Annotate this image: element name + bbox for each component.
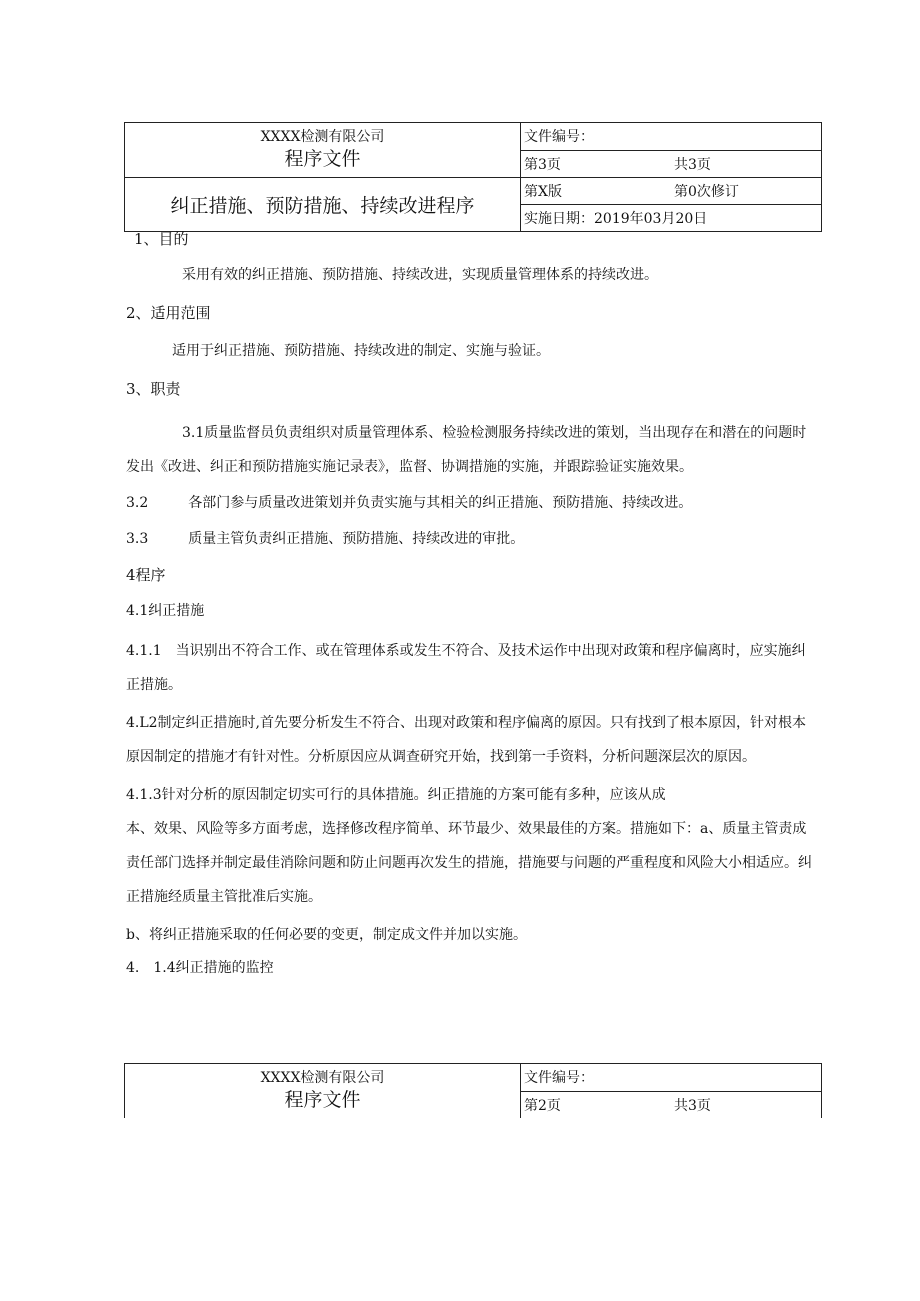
section-3-2 bbox=[126, 492, 818, 514]
next-doc-number-cell bbox=[521, 1064, 822, 1092]
section-4-1-1: 4.1.1 当识别出不符合工作、或在管理体系或发生不符合、及技术运作中出现对政策和程序偏离时，应实施纠正措施。 bbox=[126, 643, 806, 693]
procedure-name: 纠正措施、预防措施、持续改进程序 bbox=[125, 178, 521, 232]
next-header-title-cell bbox=[125, 1064, 521, 1119]
next-company-name: XXXX检测有限公司 bbox=[260, 1070, 385, 1086]
section-4-1-3-detail: 本、效果、风险等多方面考虑，选择修改程序简单、环节最少、效果最佳的方案。措施如下：a、质量主管责成责任部门选择并制定最佳消除问题和防止问题再次发生的措施，措施要与问题的严重程度和风险大小相适应。纠正措施经质量主管批准后实施。 bbox=[126, 821, 812, 905]
section-3-2-text: 各部门参与质量改进策划并负责实施与其相关的纠正措施、预防措施、持续改进。 bbox=[188, 495, 693, 511]
section-4-1-4-title: 4. 1.4纠正措施的监控 bbox=[126, 960, 274, 976]
section-4-title: 4程序 bbox=[126, 566, 166, 584]
page-count-cell bbox=[521, 150, 822, 178]
section-4-1-title: 4.1纠正措施 bbox=[126, 603, 205, 619]
total-pages: 共3页 bbox=[674, 156, 711, 173]
document-body bbox=[126, 228, 818, 980]
version-label: 第X版 bbox=[524, 184, 562, 200]
section-3-3-number: 3.3 bbox=[126, 531, 149, 547]
section-3-3-text: 质量主管负责纠正措施、预防措施、持续改进的审批。 bbox=[188, 531, 525, 547]
section-4-1-3-b: b、将纠正措施采取的任何必要的变更，制定成文件并加以实施。 bbox=[126, 927, 527, 943]
section-3-1: 3.1质量监督员负责组织对质量管理体系、检验检测服务持续改进的策划，当出现存在和潜在的问题时发出《改进、纠正和预防措施实施记录表》，监督、协调措施的实施，并跟踪验证实施效果。 bbox=[126, 425, 807, 475]
page-number: 第3页 bbox=[524, 156, 561, 173]
next-doc-number-label: 文件编号： bbox=[524, 1070, 594, 1087]
section-3-title: 3、职责 bbox=[126, 380, 181, 398]
document-type: 程序文件 bbox=[284, 148, 361, 170]
section-1-title: 1、目的 bbox=[134, 230, 189, 248]
next-page-header-table bbox=[124, 1063, 822, 1118]
header-title-cell bbox=[125, 123, 521, 178]
company-name: XXXX检测有限公司 bbox=[260, 129, 385, 145]
section-2-title: 2、适用范围 bbox=[126, 304, 211, 322]
implementation-date: 实施日期：2019年03月20日 bbox=[521, 205, 822, 232]
revision-label: 第0次修订 bbox=[674, 184, 739, 200]
doc-number-label: 文件编号： bbox=[524, 129, 594, 146]
section-1-text: 采用有效的纠正措施、预防措施、持续改进，实现质量管理体系的持续改进。 bbox=[182, 267, 658, 283]
next-page-number: 第2页 bbox=[524, 1097, 561, 1114]
section-3-3 bbox=[126, 528, 818, 550]
next-page-count-cell bbox=[521, 1091, 822, 1118]
section-3-2-number: 3.2 bbox=[126, 495, 149, 511]
next-total-pages: 共3页 bbox=[674, 1097, 711, 1114]
section-2-text: 适用于纠正措施、预防措施、持续改进的制定、实施与验证。 bbox=[172, 343, 550, 359]
next-document-type: 程序文件 bbox=[284, 1089, 361, 1111]
doc-number-cell bbox=[521, 123, 822, 151]
section-4-1-2: 4.L2制定纠正措施时,首先要分析发生不符合、出现对政策和程序偏离的原因。只有找到了根本原因，针对根本原因制定的措施才有针对性。分析原因应从调查研究开始，找到第一手资料，分析问题深层次的原因。 bbox=[126, 715, 807, 765]
document-header-table bbox=[124, 122, 822, 232]
version-cell bbox=[521, 178, 822, 205]
section-4-1-3-intro: 4.1.3针对分析的原因制定切实可行的具体措施。纠正措施的方案可能有多种，应该从成 bbox=[126, 787, 666, 803]
